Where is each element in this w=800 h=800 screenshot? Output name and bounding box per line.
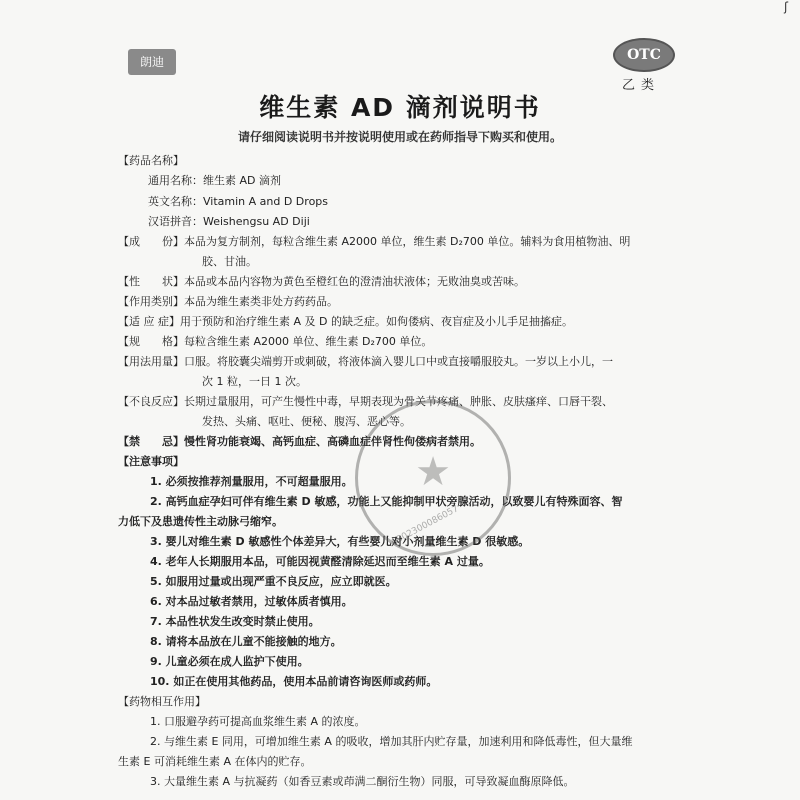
usage-line-1: 【用法用量】口服。将胶囊尖端剪开或刺破，将液体滴入婴儿口中或直接嚼服胶丸。一岁以上小儿，一 xyxy=(118,355,613,368)
adverse-line-2: 发热、头痛、呕吐、便秘、腹泻、恶心等。 xyxy=(202,415,411,428)
interaction-1: 1. 口服避孕药可提高血浆维生素 A 的浓度。 xyxy=(150,715,366,728)
section-heading-interactions: 【药物相互作用】 xyxy=(118,695,206,708)
precaution-6: 6. 对本品过敏者禁用，过敏体质者慎用。 xyxy=(150,595,353,608)
composition-line-2: 胶、甘油。 xyxy=(202,255,257,268)
specification: 【规 格】每粒含维生素 A2000 单位、维生素 D₂700 单位。 xyxy=(118,335,433,348)
precaution-9: 9. 儿童必须在成人监护下使用。 xyxy=(150,655,309,668)
precaution-1: 1. 必须按推荐剂量服用，不可超量服用。 xyxy=(150,475,353,488)
brand-logo: 朗迪 xyxy=(128,49,176,75)
otc-badge: OTC xyxy=(613,38,675,72)
precaution-2b: 力低下及患遗传性主动脉弓缩窄。 xyxy=(118,515,283,528)
section-heading-name: 【药品名称】 xyxy=(118,154,184,167)
contraindications: 【禁 忌】慢性肾功能衰竭、高钙血症、高磷血症伴肾性佝偻病者禁用。 xyxy=(118,435,481,448)
precaution-5: 5. 如服用过量或出现严重不良反应，应立即就医。 xyxy=(150,575,397,588)
page-title: 维生素 AD 滴剂说明书 xyxy=(259,93,541,122)
section-heading-precautions: 【注意事项】 xyxy=(118,455,184,468)
otc-class-label: 乙类 xyxy=(622,78,661,93)
seal-code: 6902300086057 xyxy=(390,504,461,548)
appearance: 【性 状】本品或本品内容物为黄色至橙红色的澄清油状液体；无败油臭或苦味。 xyxy=(118,275,525,288)
common-name: 通用名称：维生素 AD 滴剂 xyxy=(148,174,281,187)
precaution-2a: 2. 高钙血症孕妇可伴有维生素 D 敏感，功能上又能抑制甲状旁腺活动，以致婴儿有特殊面容、智 xyxy=(150,495,623,508)
interaction-2b: 生素 E 可消耗维生素 A 在体内的贮存。 xyxy=(118,755,312,768)
precaution-10: 10. 如正在使用其他药品，使用本品前请咨询医师或药师。 xyxy=(150,675,438,688)
pinyin-name: 汉语拼音：Weishengsu AD Diji xyxy=(148,215,310,228)
precaution-4: 4. 老年人长期服用本品，可能因视黄醛清除延迟而至维生素 A 过量。 xyxy=(150,555,490,568)
interaction-2a: 2. 与维生素 E 同用，可增加维生素 A 的吸收，增加其肝内贮存量，加速利用和降低毒性，但大量维 xyxy=(150,735,633,748)
precaution-3: 3. 婴儿对维生素 D 敏感性个体差异大，有些婴儿对小剂量维生素 D 很敏感。 xyxy=(150,535,530,548)
english-name: 英文名称：Vitamin A and D Drops xyxy=(148,195,329,208)
usage-line-2: 次 1 粒，一日 1 次。 xyxy=(202,375,307,388)
precaution-8: 8. 请将本品放在儿童不能接触的地方。 xyxy=(150,635,342,648)
interaction-3: 3. 大量维生素 A 与抗凝药（如香豆素或茚满二酮衍生物）同服，可导致凝血酶原降低。 xyxy=(150,775,575,788)
page-subtitle: 请仔细阅读说明书并按说明使用或在药师指导下购买和使用。 xyxy=(237,130,562,144)
indication: 【适 应 症】用于预防和治疗维生素 A 及 D 的缺乏症。如佝偻病、夜盲症及小儿手足抽搐症。 xyxy=(118,315,573,328)
seal-star-icon: ★ xyxy=(415,449,451,495)
category: 【作用类别】本品为维生素类非处方药药品。 xyxy=(118,295,338,308)
adverse-line-1: 【不良反应】长期过量服用，可产生慢性中毒，早期表现为骨关节疼痛、肿胀、皮肤瘙痒、口唇干裂、 xyxy=(118,395,613,408)
corner-mark: ʃ xyxy=(783,0,788,14)
composition-line-1: 【成 份】本品为复方制剂，每粒含维生素 A2000 单位，维生素 D₂700 单位。辅料为食用植物油、明 xyxy=(118,235,631,248)
precaution-7: 7. 本品性状发生改变时禁止使用。 xyxy=(150,615,320,628)
